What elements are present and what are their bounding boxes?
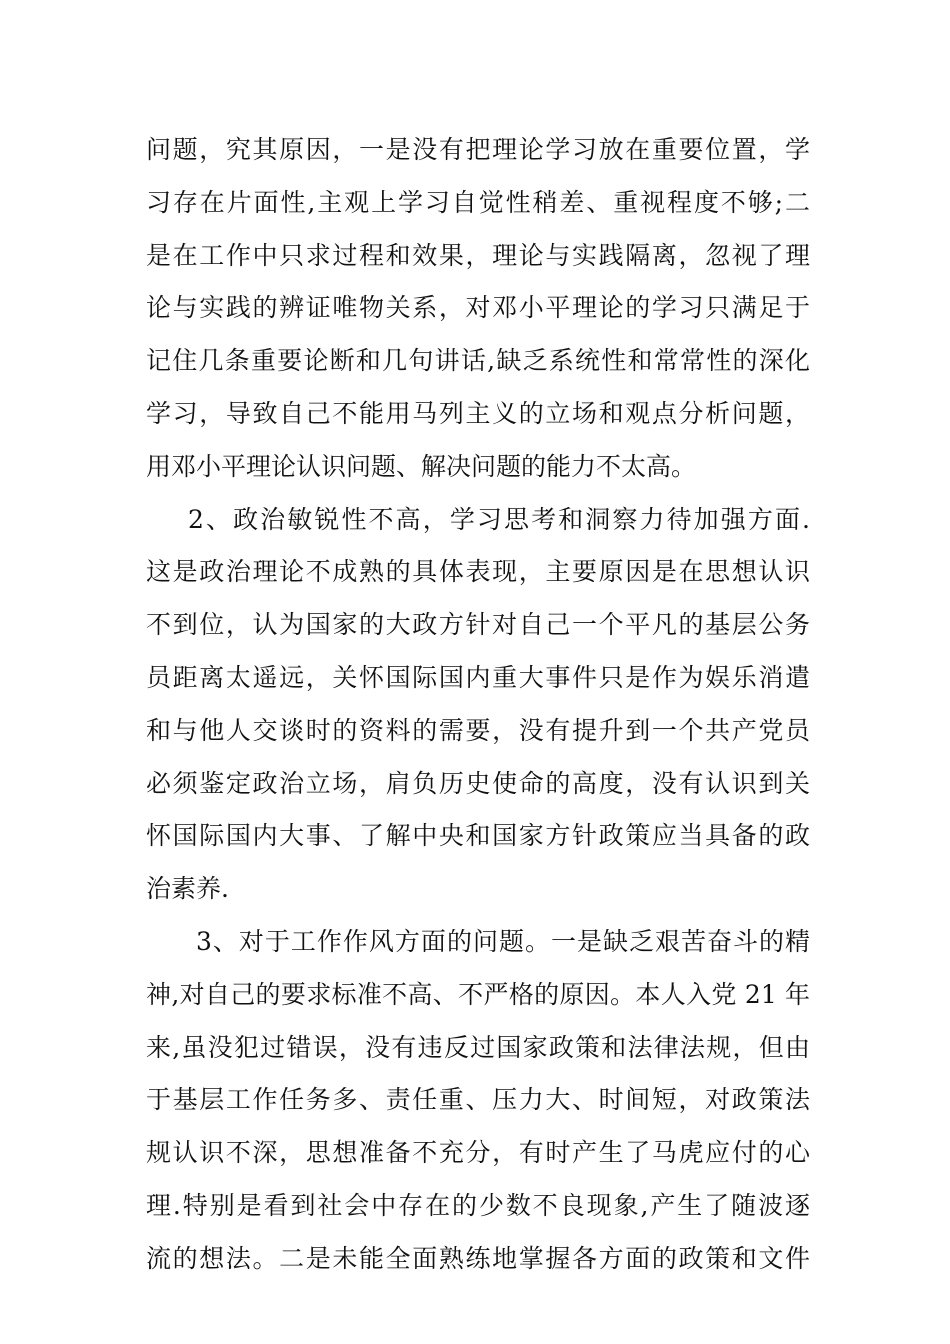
text-line: 论与实践的辨证唯物关系，对邓小平理论的学习只满足于	[146, 293, 810, 323]
text-line: 于基层工作任务多、责任重、压力大、时间短，对政策法	[146, 1085, 810, 1115]
text-line: 员距离太遥远，关怀国际国内重大事件只是作为娱乐消遣	[146, 662, 810, 692]
text-line: 理.特别是看到社会中存在的少数不良现象,产生了随波逐	[146, 1190, 810, 1220]
text-line: 不到位，认为国家的大政方针对自己一个平凡的基层公务	[146, 610, 810, 640]
text-line: 来,虽没犯过错误，没有违反过国家政策和法律法规，但由	[146, 1032, 810, 1062]
text-line: 是在工作中只求过程和效果，理论与实践隔离，忽视了理	[146, 240, 810, 270]
paragraph-start-line: 3、对于工作作风方面的问题。一是缺乏艰苦奋斗的精	[196, 926, 810, 956]
text-line: 和与他人交谈时的资料的需要，没有提升到一个共产党员	[146, 715, 810, 745]
paragraph-start-line: 2、政治敏锐性不高，学习思考和洞察力待加强方面.	[188, 504, 810, 534]
text-line: 必须鉴定政治立场，肩负历史使命的高度，没有认识到关	[146, 768, 810, 798]
text-line: 流的想法。二是未能全面熟练地掌握各方面的政策和文件	[146, 1243, 810, 1273]
text-line: 学习，导致自己不能用马列主义的立场和观点分析问题，	[146, 398, 810, 428]
text-line: 问题，究其原因，一是没有把理论学习放在重要位置，学	[146, 135, 810, 164]
text-line: 习存在片面性,主观上学习自觉性稍差、重视程度不够;二	[146, 187, 810, 217]
text-line: 记住几条重要论断和几句讲话,缺乏系统性和常常性的深化	[146, 346, 810, 376]
text-line: 神,对自己的要求标准不高、不严格的原因。本人入党 21 年	[146, 979, 810, 1009]
text-line: 规认识不深，思想准备不充分，有时产生了马虎应付的心	[146, 1138, 810, 1168]
text-line: 这是政治理论不成熟的具体表现，主要原因是在思想认识	[146, 557, 810, 587]
document-body	[146, 124, 810, 1286]
text-line: 治素养.	[146, 874, 229, 904]
text-line: 用邓小平理论认识问题、解决问题的能力不太高。	[146, 451, 697, 481]
text-line: 怀国际国内大事、了解中央和国家方针政策应当具备的政	[146, 821, 810, 851]
